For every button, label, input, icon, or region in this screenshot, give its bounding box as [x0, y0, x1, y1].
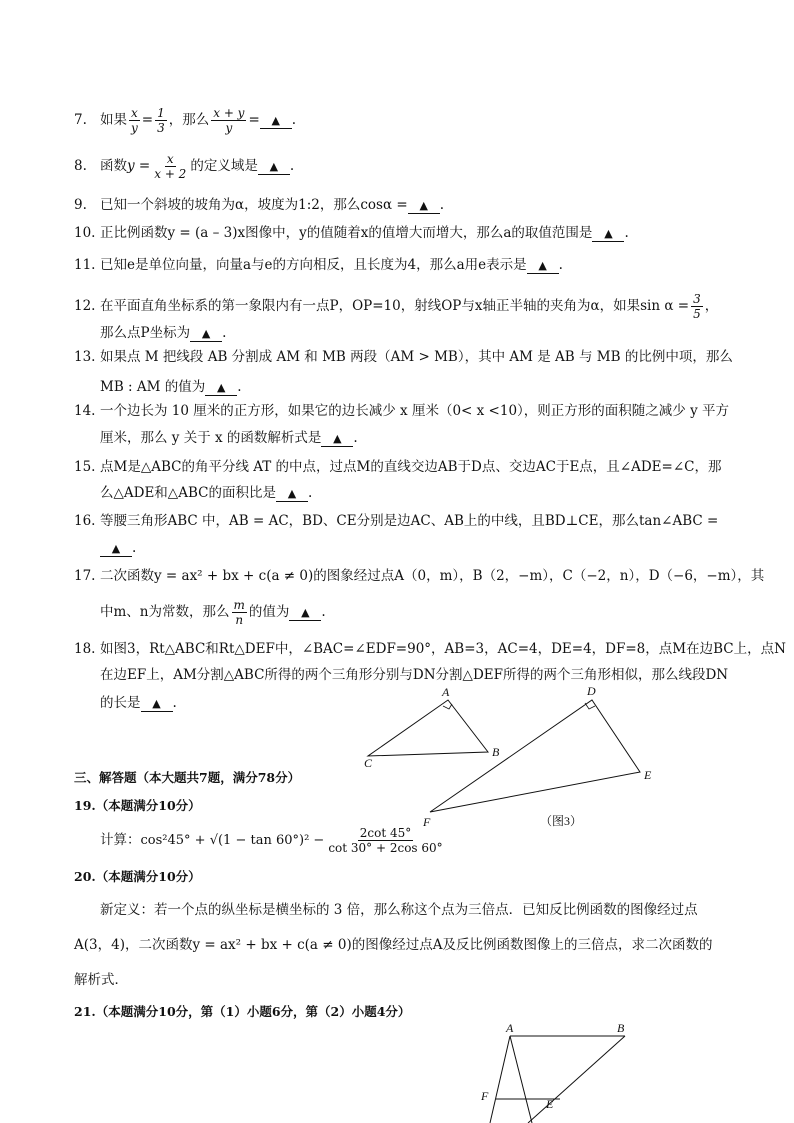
figure-caption: （图3）	[540, 814, 583, 828]
question-19-expression: 计算：cos²45° + √(1 − tan 60°)² − $\frac{2\cot 45^\circ}{\cot 30^\circ + 2\cos 60^\circ}$	[100, 826, 443, 855]
answer-blank: ▲	[527, 259, 559, 274]
label-b-21: B	[617, 1021, 625, 1035]
label-f: F	[423, 815, 431, 829]
question-16-line2: ▲ .	[100, 539, 136, 557]
question-number: 13.	[74, 349, 96, 365]
question-20-line2: A(3，4)，二次函数y = ax² + bx + c(a ≠ 0)的图像经过点A及反比例函数图像上的三倍点，求二次函数的	[74, 937, 713, 953]
answer-blank: ▲	[321, 432, 353, 447]
fraction: $\frac{m}{n}$	[233, 598, 245, 627]
answer-blank: ▲	[276, 487, 308, 502]
answer-blank: ▲	[289, 606, 321, 621]
question-11: 11. 已知e是单位向量，向量a与e的方向相反，且长度为4，那么a用e表示是 ▲ .	[74, 257, 563, 273]
question-number: 14.	[74, 403, 96, 419]
figure-21	[490, 1036, 625, 1123]
section-heading: 三、解答题（本大题共7题，满分78分）	[74, 770, 301, 785]
question-20-line1: 新定义：若一个点的纵坐标是横坐标的 3 倍，那么称这个点为三倍点．已知反比例函数的图像经过点	[100, 902, 698, 918]
answer-blank: ▲	[205, 381, 237, 396]
fraction: $\frac{x}{x + 2}$	[154, 152, 187, 181]
question-13: 13. 如果点 M 把线段 AB 分割成 AM 和 MB 两段（AM > MB），其中 AM 是 AB 与 MB 的比例中项，那么	[74, 349, 733, 365]
question-number: 17.	[74, 568, 96, 584]
label-e: E	[644, 768, 652, 782]
label-c: C	[364, 756, 373, 770]
question-12: 12. 在平面直角坐标系的第一象限内有一点P，OP=10，射线OP与x轴正半轴的夹角为α，如果sin α = $\frac{3}{5}$ ，	[74, 292, 719, 321]
label-a-21: A	[506, 1021, 514, 1035]
answer-blank: ▲	[190, 327, 222, 342]
label-d: D	[587, 684, 596, 698]
label-a: A	[442, 685, 450, 699]
question-15: 15. 点M是△ABC的角平分线 AT 的中点，过点M的直线交边AB于D点、交边AC于E点，且∠ADE=∠C，那	[74, 459, 722, 475]
answer-blank: ▲	[258, 160, 290, 175]
question-14: 14. 一个边长为 10 厘米的正方形，如果它的边长减少 x 厘米（0< x <10），则正方形的面积随之减少 y 平方	[74, 403, 730, 419]
question-20-title: 20.（本题满分10分）	[74, 869, 201, 884]
question-number: 10.	[74, 225, 96, 241]
question-16: 16. 等腰三角形ABC 中，AB = AC，BD、CE分别是边AC、AB上的中线，且BD⊥CE，那么tan∠ABC =	[74, 513, 719, 529]
right-angle-mark-a	[443, 704, 452, 709]
question-8: 8. 函数y = $\frac{x}{x + 2}$ 的定义域是 ▲ .	[74, 152, 295, 181]
label-f-21: F	[481, 1089, 489, 1103]
question-number: 16.	[74, 513, 96, 529]
fraction: $\frac{x + y}{y}$	[213, 106, 245, 135]
answer-blank: ▲	[260, 114, 292, 129]
answer-blank: ▲	[592, 227, 624, 242]
question-21-title: 21.（本题满分10分，第（1）小题6分，第（2）小题4分）	[74, 1004, 411, 1019]
question-15-line2: 么△ADE和△ABC的面积比是 ▲ .	[100, 485, 313, 501]
fraction: $\frac{2\cot 45^\circ}{\cot 30^\circ + 2\cos 60^\circ}$	[328, 826, 443, 855]
fraction: $\frac{3}{5}$	[693, 292, 701, 321]
triangle-abc-shape	[368, 700, 488, 756]
question-13-line2: MB : AM 的值为 ▲ .	[100, 379, 242, 395]
label-e-21: E	[546, 1097, 554, 1111]
question-number: 15.	[74, 459, 96, 475]
question-12-line2: 那么点P坐标为 ▲ .	[100, 325, 227, 341]
question-18-line3: 的长是 ▲ .	[100, 695, 177, 711]
fraction: $\frac{x}{y}$	[131, 106, 138, 135]
question-9: 9. 已知一个斜坡的坡角为α，坡度为1:2，那么cosα = ▲ .	[74, 197, 444, 213]
answer-blank: ▲	[100, 542, 132, 557]
question-number: 18.	[74, 641, 96, 657]
question-number: 9.	[74, 197, 87, 213]
fraction: $\frac{1}{3}$	[157, 106, 165, 135]
question-14-line2: 厘米，那么 y 关于 x 的函数解析式是 ▲ .	[100, 430, 358, 446]
question-18: 18. 如图3，Rt△ABC和Rt△DEF中，∠BAC=∠EDF=90°，AB=3，AC=4，DE=4，DF=8，点M在边BC上，点N	[74, 641, 786, 657]
question-number: 12.	[74, 298, 96, 314]
question-18-line2: 在边EF上，AM分割△ABC所得的两个三角形分别与DN分割△DEF所得的两个三角形相似，那么线段DN	[100, 667, 729, 683]
question-number: 7.	[74, 112, 87, 128]
question-19-title: 19.（本题满分10分）	[74, 798, 201, 813]
answer-blank: ▲	[141, 697, 173, 712]
label-b: B	[492, 745, 500, 759]
question-17: 17. 二次函数y = ax² + bx + c(a ≠ 0)的图象经过点A（0，m），B（2，−m），C（−2，n），D（−6，−m），其	[74, 568, 765, 584]
answer-blank: ▲	[408, 199, 440, 214]
question-17-line2: 中m、n为常数，那么 $\frac{m}{n}$ 的值为 ▲ .	[100, 598, 326, 627]
question-number: 11.	[74, 257, 96, 273]
question-10: 10. 正比例函数y = (a – 3)x图像中，y的值随着x的值增大而增大，那么a的取值范围是 ▲ .	[74, 225, 629, 241]
question-number: 8.	[74, 158, 87, 174]
question-20-line3: 解析式．	[74, 972, 128, 988]
triangle-abc	[368, 700, 488, 756]
question-7: 7. 如果 $\frac{x}{y}$ = $\frac{1}{3}$ ，那么 $\frac{x + y}{y}$ = ▲ .	[74, 106, 297, 135]
